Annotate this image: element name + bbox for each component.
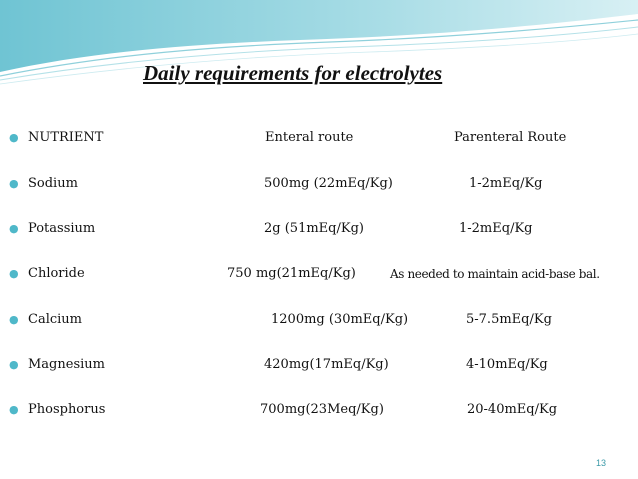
slide-title: Daily requirements for electrolytes: [143, 61, 443, 85]
bullet-icon: ●: [9, 267, 19, 280]
enteral-value: Enteral route: [265, 130, 354, 145]
table-row: [0, 262, 638, 286]
nutrient-name: Chloride: [28, 266, 85, 281]
table-row: [0, 308, 638, 332]
nutrient-name: Magnesium: [28, 357, 105, 372]
parenteral-value: 4-10mEq/Kg: [466, 357, 548, 372]
enteral-value: 750 mg(21mEq/Kg): [227, 266, 356, 281]
parenteral-value: As needed to maintain acid-base bal.: [390, 267, 600, 281]
table-row: [0, 398, 638, 422]
nutrient-name: Potassium: [28, 221, 96, 236]
enteral-value: 2g (51mEq/Kg): [264, 221, 364, 236]
nutrient-name: NUTRIENT: [28, 130, 104, 145]
table-row: [0, 353, 638, 377]
table-row: [0, 126, 638, 150]
table-row: [0, 172, 638, 196]
enteral-value: 700mg(23Meq/Kg): [260, 402, 384, 417]
nutrient-name: Calcium: [28, 312, 82, 327]
bullet-icon: ●: [9, 358, 19, 371]
enteral-value: 1200mg (30mEq/Kg): [271, 312, 409, 327]
bullet-icon: ●: [9, 222, 19, 235]
bullet-icon: ●: [9, 177, 19, 190]
bullet-icon: ●: [9, 131, 19, 144]
enteral-value: 420mg(17mEq/Kg): [264, 357, 389, 372]
enteral-value: 500mg (22mEq/Kg): [264, 176, 393, 191]
parenteral-value: Parenteral Route: [454, 130, 567, 145]
nutrient-name: Sodium: [28, 176, 78, 191]
table-row: [0, 217, 638, 241]
nutrient-name: Phosphorus: [28, 402, 106, 417]
slide-number: 13: [596, 458, 607, 468]
parenteral-value: 1-2mEq/Kg: [469, 176, 543, 191]
parenteral-value: 5-7.5mEq/Kg: [466, 312, 552, 327]
parenteral-value: 20-40mEq/Kg: [467, 402, 558, 417]
bullet-icon: ●: [9, 403, 19, 416]
bullet-icon: ●: [9, 313, 19, 326]
parenteral-value: 1-2mEq/Kg: [459, 221, 533, 236]
